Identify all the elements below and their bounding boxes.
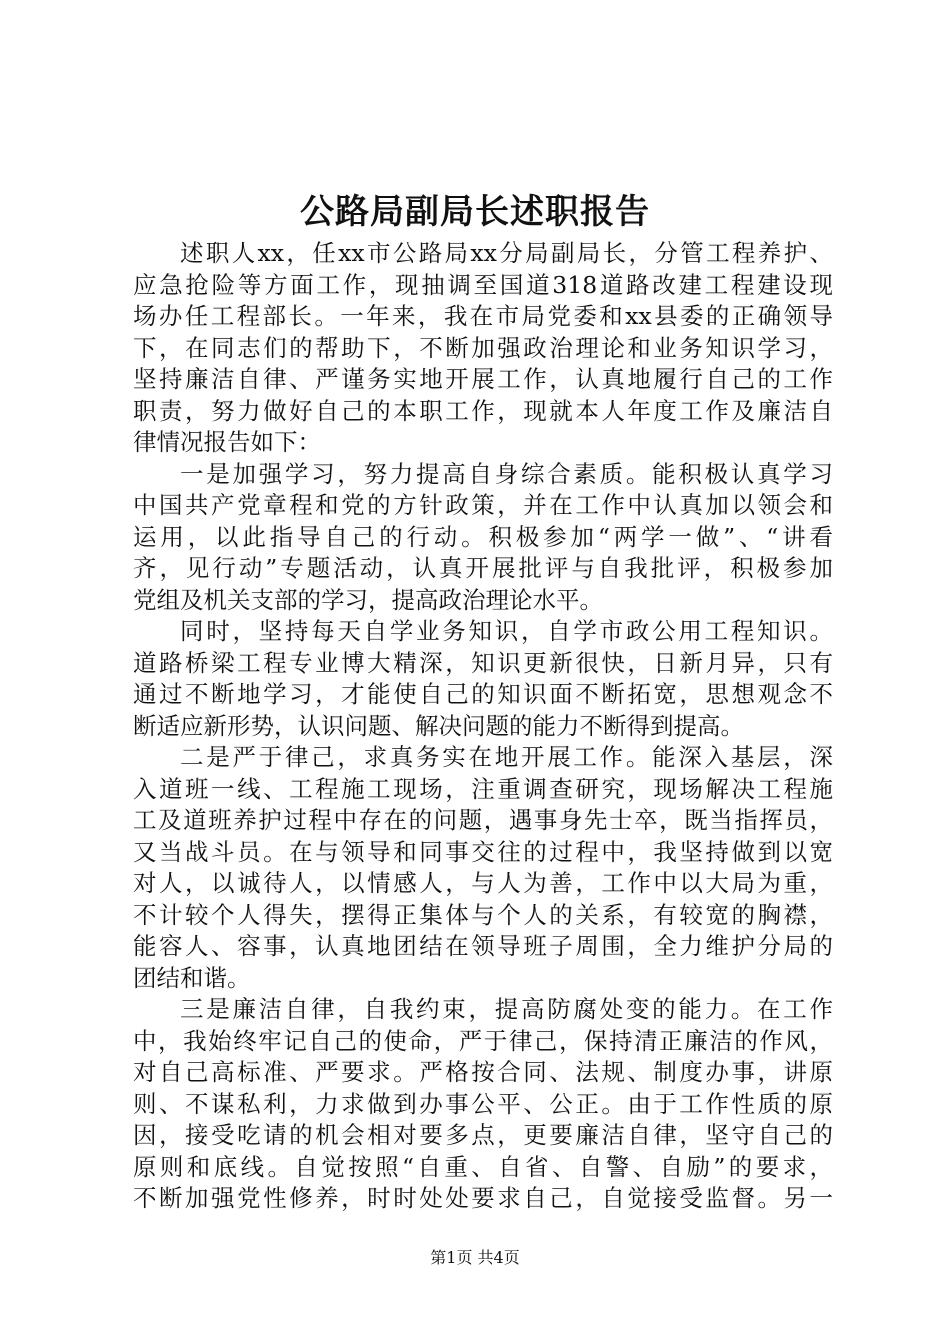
document-body xyxy=(133,238,833,1215)
text-line: 运用，以此指导自己的行动。积极参加“两学一做”、“讲看 xyxy=(133,522,833,551)
text-line: 党组及机关支部的学习，提高政治理论水平。 xyxy=(133,585,603,614)
text-line: 团结和谐。 xyxy=(133,963,251,992)
text-line: 则、不谋私利，力求做到办事公平、公正。由于工作性质的原 xyxy=(133,1089,833,1118)
text-line: 对自己高标准、严要求。严格按合同、法规、制度办事，讲原 xyxy=(133,1058,833,1086)
text-line: 坚持廉洁自律、严谨务实地开展工作，认真地履行自己的工作 xyxy=(133,365,833,393)
text-line: 道路桥梁工程专业博大精深，知识更新很快，日新月异，只有 xyxy=(133,648,833,677)
text-line: 下，在同志们的帮助下，不断加强政治理论和业务知识学习， xyxy=(133,333,833,362)
text-line: 断适应新形势，认识问题、解决问题的能力不断得到提高。 xyxy=(133,711,744,740)
text-line: 不计较个人得失，摆得正集体与个人的关系，有较宽的胸襟， xyxy=(133,900,833,929)
text-line: 通过不断地学习，才能使自己的知识面不断拓宽，思想观念不 xyxy=(133,680,833,708)
text-line: 入道班一线、工程施工现场，注重调查研究，现场解决工程施 xyxy=(133,774,833,803)
text-line: 律情况报告如下： xyxy=(133,428,321,456)
text-line: 齐，见行动”专题活动，认真开展批评与自我批评，积极参加 xyxy=(133,554,833,582)
text-line: 对人，以诚待人，以情感人，与人为善，工作中以大局为重， xyxy=(133,869,833,897)
text-line: 中国共产党章程和党的方针政策，并在工作中认真加以领会和 xyxy=(133,491,833,519)
text-line: 应急抢险等方面工作，现抽调至国道318道路改建工程建设现 xyxy=(133,270,833,299)
text-line: 三是廉洁自律，自我约束，提高防腐处变的能力。在工作 xyxy=(180,995,833,1023)
text-line: 能容人、容事，认真地团结在领导班子周围，全力维护分局的 xyxy=(133,932,833,960)
text-line: 不断加强党性修养，时时处处要求自己，自觉接受监督。另一 xyxy=(133,1184,833,1212)
text-line: 场办任工程部长。一年来，我在市局党委和xx县委的正确领导 xyxy=(133,302,833,330)
text-line: 因，接受吃请的机会相对要多点，更要廉洁自律，坚守自己的 xyxy=(133,1121,833,1149)
text-line: 职责，努力做好自己的本职工作，现就本人年度工作及廉洁自 xyxy=(133,396,833,425)
text-line: 二是严于律己，求真务实在地开展工作。能深入基层，深 xyxy=(180,743,833,771)
text-line: 中，我始终牢记自己的使命，严于律己，保持清正廉洁的作风， xyxy=(133,1026,833,1055)
text-line: 工及道班养护过程中存在的问题，遇事身先士卒，既当指挥员， xyxy=(133,806,833,834)
document-title: 公路局副局长述职报告 xyxy=(300,192,650,232)
text-line: 又当战斗员。在与领导和同事交往的过程中，我坚持做到以宽 xyxy=(133,837,833,866)
text-line: 原则和底线。自觉按照“自重、自省、自警、自励”的要求， xyxy=(133,1152,833,1181)
text-line: 同时，坚持每天自学业务知识，自学市政公用工程知识。 xyxy=(180,617,833,645)
page-footer: 第1页 共4页 xyxy=(430,1248,520,1267)
text-line: 述职人xx，任xx市公路局xx分局副局长，分管工程养护、 xyxy=(180,239,833,267)
text-line: 一是加强学习，努力提高自身综合素质。能积极认真学习 xyxy=(180,459,833,488)
